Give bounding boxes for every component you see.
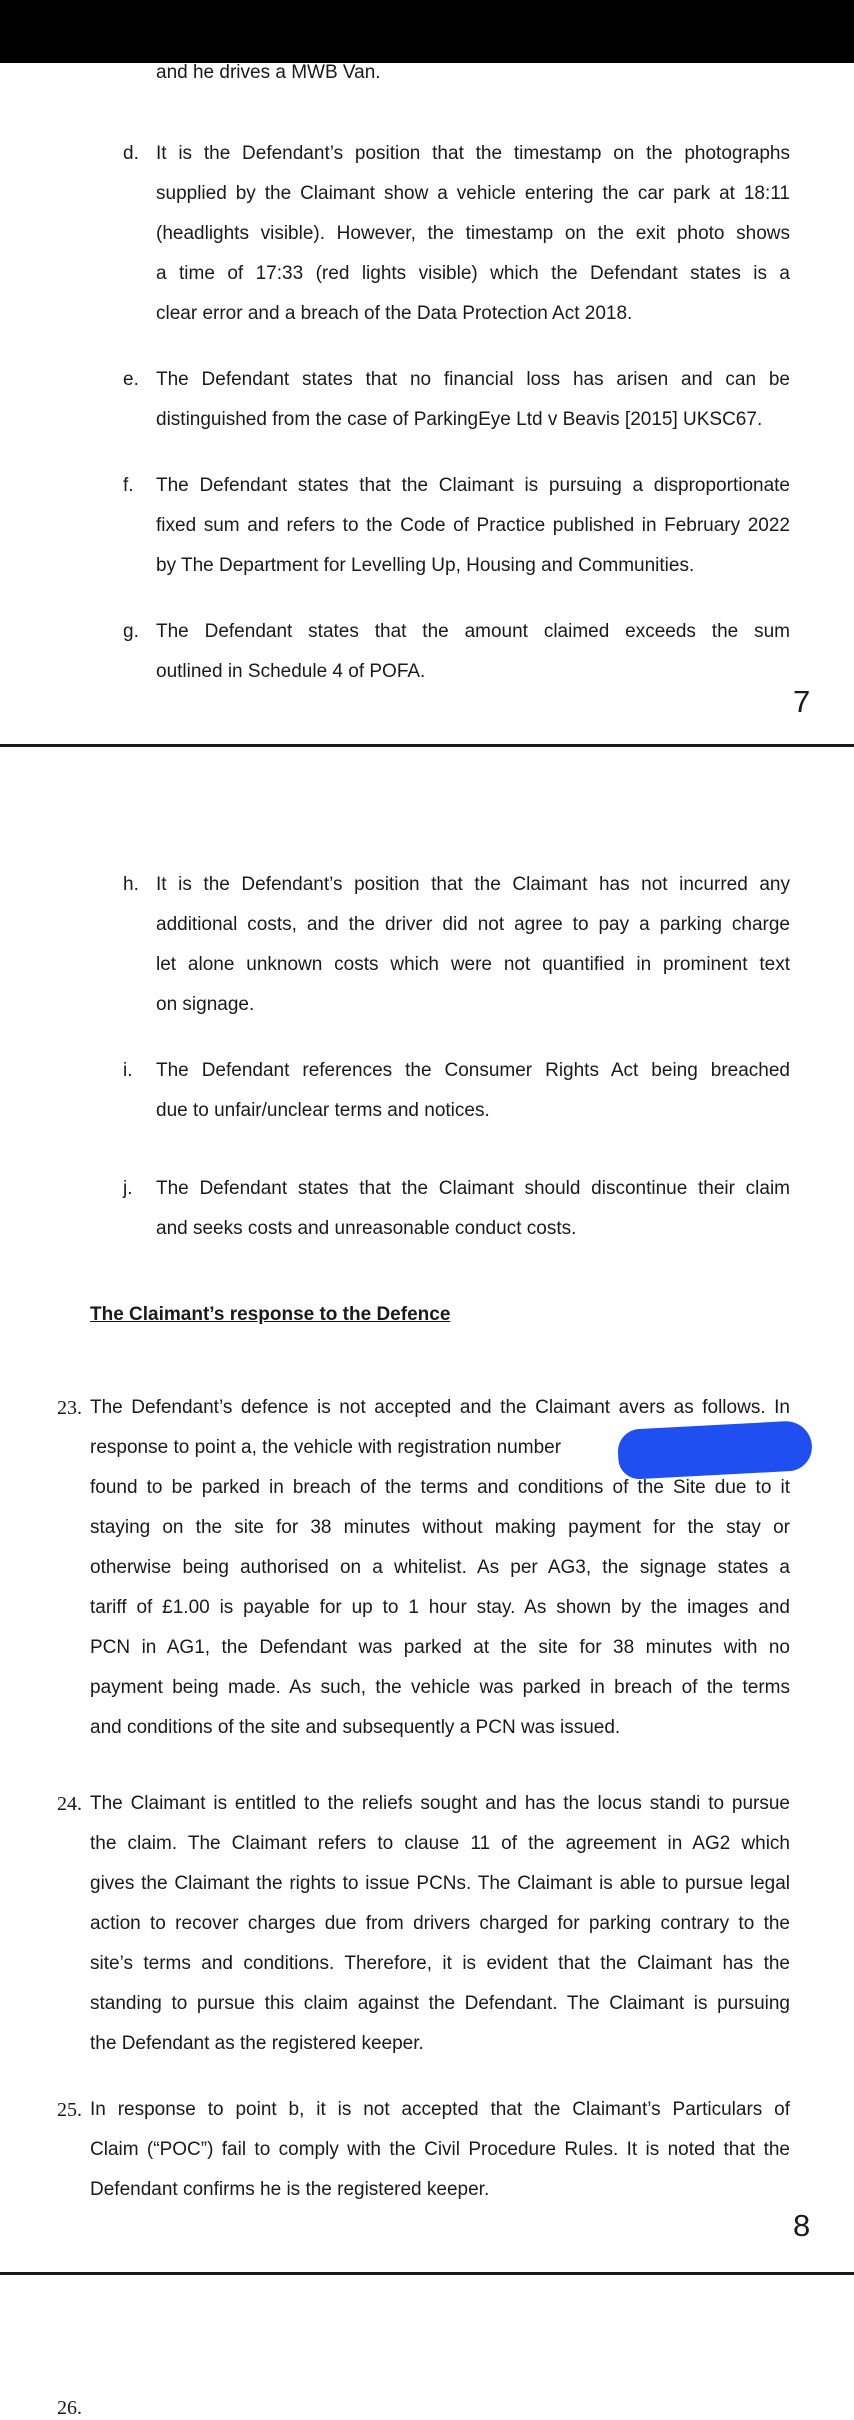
item-label: e.	[123, 369, 139, 390]
paragraph-number: 24.	[57, 1793, 82, 1815]
item-line: The Defendant states that the Claimant should discontinue their claim	[156, 1178, 790, 1199]
item-label: g.	[123, 621, 139, 642]
item-line: and seeks costs and unreasonable conduct costs.	[156, 1218, 577, 1239]
paragraph-number: 25.	[57, 2099, 82, 2121]
continuation-line: and he drives a MWB Van.	[156, 62, 381, 83]
paragraph-line: gives the Claimant the rights to issue PCNs. The Claimant is able to pursue legal	[90, 1873, 790, 1894]
item-line: a time of 17:33 (red lights visible) which the Defendant states is a	[156, 263, 790, 284]
item-line: clear error and a breach of the Data Protection Act 2018.	[156, 303, 633, 324]
paragraph-line: Claim (“POC”) fail to comply with the Civil Procedure Rules. It is noted that the	[90, 2139, 790, 2160]
paragraph-line: site’s terms and conditions. Therefore, it is evident that the Claimant has the	[90, 1953, 790, 1974]
item-label: h.	[123, 874, 139, 895]
item-line: The Defendant states that the amount claimed exceeds the sum	[156, 621, 790, 642]
paragraph-line: action to recover charges due from drivers charged for parking contrary to the	[90, 1913, 790, 1934]
section-heading: The Claimant’s response to the Defence	[90, 1304, 451, 1325]
paragraph-line: The Claimant is entitled to the reliefs sought and has the locus standi to pursue	[90, 1793, 790, 1814]
header-bar	[0, 0, 854, 63]
paragraph-line: and conditions of the site and subsequently a PCN was issued.	[90, 1717, 621, 1738]
item-line: let alone unknown costs which were not quantified in prominent text	[156, 954, 790, 975]
paragraph-line: The Defendant’s defence is not accepted and the Claimant avers as follows. In	[90, 1397, 790, 1418]
item-line: (headlights visible). However, the timestamp on the exit photo shows	[156, 223, 790, 244]
page-number: 8	[793, 2208, 811, 2243]
item-line: It is the Defendant’s position that the timestamp on the photographs	[156, 143, 790, 164]
item-label: i.	[123, 1060, 133, 1081]
page-divider	[0, 2272, 854, 2275]
page-number: 7	[793, 684, 811, 719]
item-line: The Defendant states that no financial loss has arisen and can be	[156, 369, 790, 390]
item-line: outlined in Schedule 4 of POFA.	[156, 661, 426, 682]
item-line: supplied by the Claimant show a vehicle entering the car park at 18:11	[156, 183, 790, 204]
paragraph-line: found to be parked in breach of the terms and conditions of the Site due to it	[90, 1477, 790, 1498]
paragraph-line: PCN in AG1, the Defendant was parked at the site for 38 minutes with no	[90, 1637, 790, 1658]
item-line: The Defendant states that the Claimant is pursuing a disproportionate	[156, 475, 790, 496]
paragraph-line: the claim. The Claimant refers to clause 11 of the agreement in AG2 which	[90, 1833, 790, 1854]
item-line: by The Department for Levelling Up, Housing and Communities.	[156, 555, 695, 576]
item-line: on signage.	[156, 994, 255, 1015]
paragraph-line: In response to point b, it is not accepted that the Claimant’s Particulars of	[90, 2099, 790, 2120]
paragraph-line: staying on the site for 38 minutes without making payment for the stay or	[90, 1517, 790, 1538]
item-line: due to unfair/unclear terms and notices.	[156, 1100, 490, 1121]
paragraph-line: payment being made. As such, the vehicle was parked in breach of the terms	[90, 1677, 790, 1698]
page-divider	[0, 744, 854, 747]
paragraph-number: 23.	[57, 1397, 82, 1419]
item-line: It is the Defendant’s position that the Claimant has not incurred any	[156, 874, 790, 895]
item-label: d.	[123, 143, 139, 164]
item-label: j.	[123, 1178, 133, 1199]
item-line: distinguished from the case of ParkingEye Ltd v Beavis [2015] UKSC67.	[156, 409, 763, 430]
item-line: The Defendant references the Consumer Rights Act being breached	[156, 1060, 790, 1081]
paragraph-number-cutoff: 26.	[57, 2397, 82, 2419]
paragraph-line: otherwise being authorised on a whitelist. As per AG3, the signage states a	[90, 1557, 790, 1578]
item-line: fixed sum and refers to the Code of Practice published in February 2022	[156, 515, 790, 536]
paragraph-line: the Defendant as the registered keeper.	[90, 2033, 424, 2054]
paragraph-line: response to point a, the vehicle with registration number	[90, 1437, 562, 1458]
item-line: additional costs, and the driver did not agree to pay a parking charge	[156, 914, 790, 935]
redaction-mark	[617, 1420, 813, 1480]
paragraph-line: tariff of £1.00 is payable for up to 1 hour stay. As shown by the images and	[90, 1597, 790, 1618]
item-label: f.	[123, 475, 134, 496]
paragraph-line: standing to pursue this claim against the Defendant. The Claimant is pursuing	[90, 1993, 790, 2014]
paragraph-line: Defendant confirms he is the registered keeper.	[90, 2179, 490, 2200]
